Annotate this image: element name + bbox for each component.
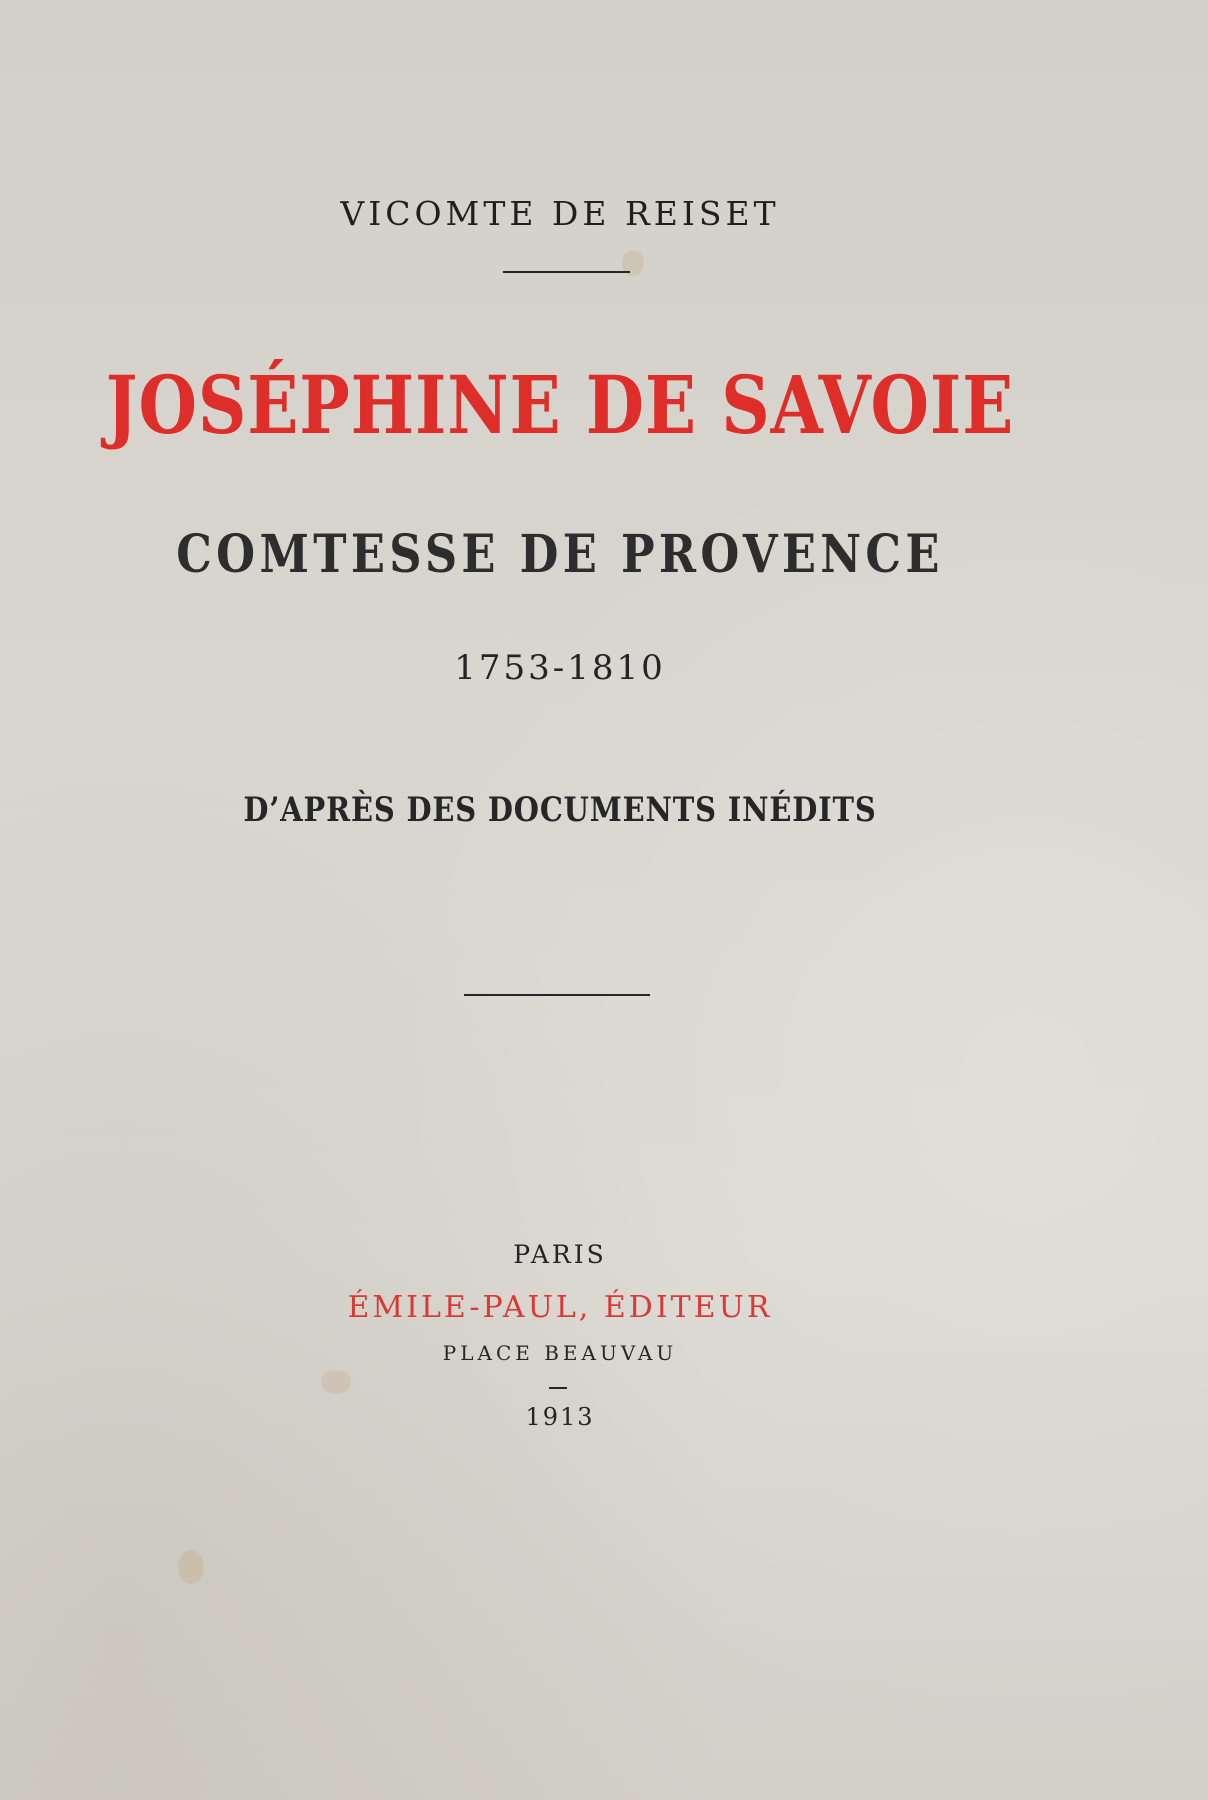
date-range: 1753-1810 — [454, 648, 666, 688]
author-name: VICOMTE DE REISET — [340, 194, 780, 233]
divider-rule — [464, 994, 650, 996]
imprint-publisher: ÉMILE-PAUL, ÉDITEUR — [347, 1290, 773, 1325]
foxing-spot — [321, 1370, 351, 1394]
imprint-address: PLACE BEAUVAU — [442, 1341, 678, 1365]
divider-rule — [549, 1387, 567, 1389]
imprint-city: PARIS — [513, 1240, 607, 1269]
foxing-spot — [178, 1550, 204, 1584]
book-subtitle: COMTESSE DE PROVENCE — [176, 524, 944, 585]
source-note: D’APRÈS DES DOCUMENTS INÉDITS — [243, 790, 877, 830]
imprint-year: 1913 — [525, 1403, 595, 1431]
divider-rule — [503, 271, 630, 273]
book-title: JOSÉPHINE DE SAVOIE — [105, 358, 1015, 452]
